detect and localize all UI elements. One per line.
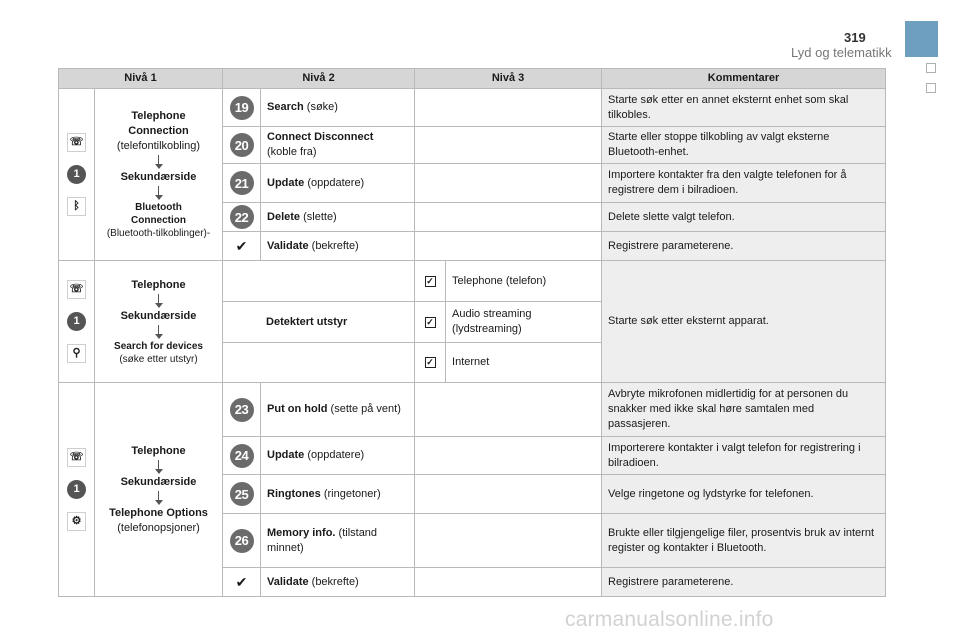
level-badge-icon: 1 — [67, 480, 86, 499]
down-arrow-icon — [97, 491, 220, 505]
level-badge-icon: 1 — [67, 165, 86, 184]
phone-icon: ☏ — [67, 280, 86, 299]
table-row: ✔ Validate (bekrefte) Registrere parameterene. — [59, 568, 886, 597]
step-badge-icon: 19 — [230, 96, 254, 120]
comment-cell: Starte eller stoppe tilkobling av valgt eksterne Bluetooth-enhet. — [602, 127, 886, 164]
checkmark-icon: ✔ — [223, 568, 261, 597]
down-arrow-icon — [97, 460, 220, 474]
comment-cell: Avbryte mikrofonen midlertidig for at personen du snakker med ikke skal høre samtalen med passasjeren. — [602, 383, 886, 437]
checkmark-icon: ✔ — [223, 232, 261, 261]
group1-level1: Telephone Connection (telefontilkobling) Sekundærside Bluetooth Connection (Bluetooth-tilkoblinger)- — [95, 89, 223, 261]
group3-icons — [59, 383, 95, 597]
comment-cell: Registrere parameterene. — [602, 568, 886, 597]
table-row: ✓ Internet — [59, 343, 886, 383]
down-arrow-icon — [97, 155, 220, 169]
level-badge-icon: 1 — [67, 312, 86, 331]
header-comments: Kommentarer — [602, 69, 886, 89]
page-number: 319 — [844, 30, 866, 45]
comment-cell: Starte søk etter eksternt apparat. — [602, 261, 886, 383]
phone-icon: ☏ — [67, 133, 86, 152]
comment-cell: Brukte eller tilgjengelige filer, prosentvis bruk av internt register og kontakter i Bluetooth. — [602, 514, 886, 568]
section-title: Lyd og telematikk — [791, 45, 892, 60]
step-badge-icon: 24 — [230, 444, 254, 468]
table-row: ✔ Validate (bekrefte) Registrere parameterene. — [59, 232, 886, 261]
comment-cell: Velge ringetone og lydstyrke for telefonen. — [602, 475, 886, 514]
comment-cell: Importerere kontakter i valgt telefon for registrering i bilradioen. — [602, 437, 886, 475]
table-row: ☏ 1 ᛒ Telephone Connection (telefontilkobling) Sekundærside Bluetooth Connection (Bluetooth-tilkoblinger)- 19 Search (søke) Starte søk etter en annet eksternt enhet som skal tilkobles. — [59, 89, 886, 127]
watermark: carmanualsonline.info — [565, 608, 774, 631]
table-header-row — [59, 69, 886, 89]
step-badge-icon: 25 — [230, 482, 254, 506]
table-row: 24 Update (oppdatere) Importerere kontakter i valgt telefon for registrering i bilradioen. — [59, 437, 886, 475]
checkbox-icon: ✓ — [426, 316, 434, 327]
table-row: ☏ 1 ⚲ Telephone Sekundærside Search for devices (søke etter utstyr) ✓ Telephone (telefon) Starte søk etter eksternt apparat. — [59, 261, 886, 302]
group2-icons — [59, 261, 95, 383]
level2-label: Detektert utstyr — [223, 302, 415, 343]
table-row: 25 Ringtones (ringetoner) Velge ringetone og lydstyrke for telefonen. — [59, 475, 886, 514]
header-level1: Nivå 1 — [59, 69, 223, 89]
table-row: 22 Delete (slette) Delete slette valgt telefon. — [59, 203, 886, 232]
comment-cell: Starte søk etter en annet eksternt enhet som skal tilkobles. — [602, 89, 886, 127]
bluetooth-icon: ᛒ — [67, 197, 86, 216]
down-arrow-icon — [97, 325, 220, 339]
table-row: Detektert utstyr ✓ Audio streaming (lydstreaming) — [59, 302, 886, 343]
comment-cell: Registrere parameterene. — [602, 232, 886, 261]
table-row: 21 Update (oppdatere) Importere kontakter fra den valgte telefonen for å registrere dem i bilradioen. — [59, 164, 886, 203]
checkbox-icon: ✓ — [426, 275, 434, 286]
step-badge-icon: 21 — [230, 171, 254, 195]
step-badge-icon: 20 — [230, 133, 254, 157]
step-badge-icon: 23 — [230, 398, 254, 422]
comment-cell: Delete slette valgt telefon. — [602, 203, 886, 232]
header-level3: Nivå 3 — [415, 69, 602, 89]
down-arrow-icon — [97, 294, 220, 308]
phone-icon: ☏ — [67, 448, 86, 467]
chapter-tab — [905, 21, 938, 57]
margin-box-top — [926, 63, 936, 73]
table-row: 26 Memory info. (tilstand minnet) Brukte eller tilgjengelige filer, prosentvis bruk av internt register og kontakter i Bluetooth. — [59, 514, 886, 568]
search-devices-icon: ⚲ — [67, 344, 86, 363]
group2-level1: Telephone Sekundærside Search for devices (søke etter utstyr) — [95, 261, 223, 383]
down-arrow-icon — [97, 186, 220, 200]
margin-box-bottom — [926, 83, 936, 93]
comment-cell: Importere kontakter fra den valgte telefonen for å registrere dem i bilradioen. — [602, 164, 886, 203]
table-row: 20 Connect Disconnect (koble fra) Starte eller stoppe tilkobling av valgt eksterne Bluetooth-enhet. — [59, 127, 886, 164]
header-level2: Nivå 2 — [223, 69, 415, 89]
table-row: ☏ 1 ⚙ Telephone Sekundærside Telephone Options (telefonopsjoner) 23 Put on hold (sette på vent) Avbryte mikrofonen midlertidig for at personen du snakker med ikke skal høre samtalen med passasjeren. — [59, 383, 886, 437]
checkbox-icon: ✓ — [426, 357, 434, 367]
group1-icons — [59, 89, 95, 261]
step-badge-icon: 26 — [230, 529, 254, 553]
phone-settings-icon: ⚙ — [67, 512, 86, 531]
step-badge-icon: 22 — [230, 205, 254, 229]
settings-table — [58, 68, 886, 597]
group3-level1: Telephone Sekundærside Telephone Options (telefonopsjoner) — [95, 383, 223, 597]
